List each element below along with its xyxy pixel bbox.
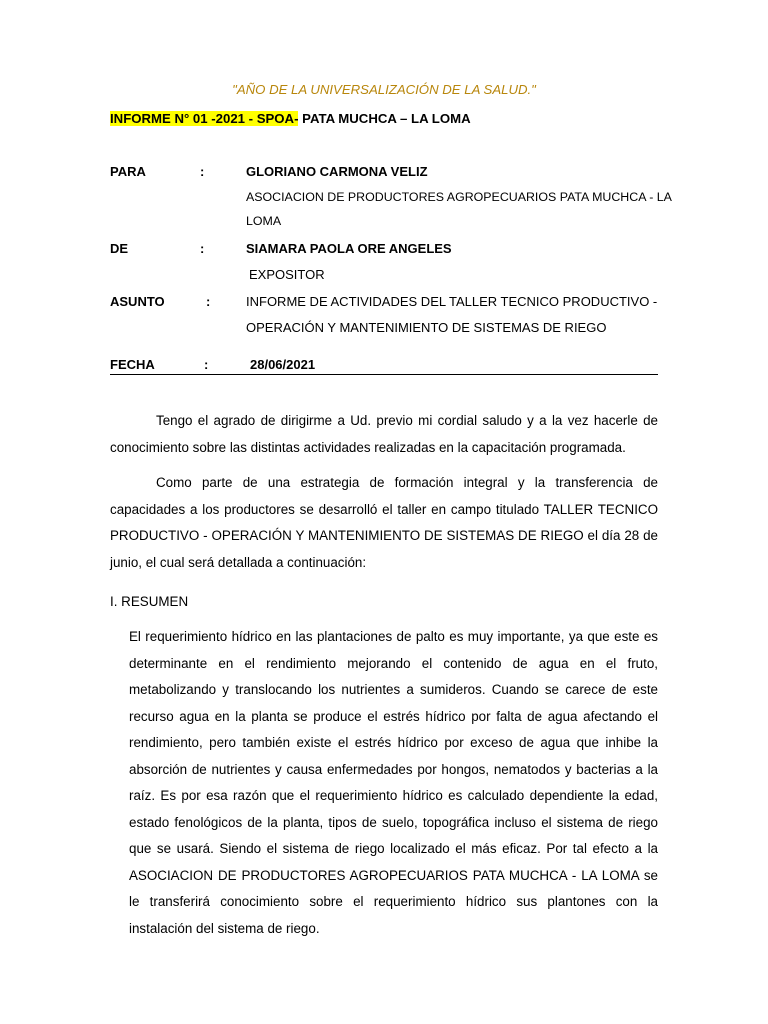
para-org-line1: ASOCIACION DE PRODUCTORES AGROPECUARIOS PATA MUCHCA - LA: [246, 190, 672, 204]
paragraph-intro-text: Como parte de una estrategia de formación integral y la transferencia de capacidades a los productores se desarrolló el taller en campo titulado TALLER TECNICO PRODUCTIVO - OPERACIÓN Y MANTENIMIENTO DE SISTEMAS DE RIEGO el día 28 de junio, el cual será detallada a continuación:: [110, 475, 658, 570]
de-label: DE: [110, 241, 129, 256]
de-colon: :: [200, 241, 205, 256]
paragraph-greeting: [110, 408, 658, 461]
year-motto: "AÑO DE LA UNIVERSALIZACIÓN DE LA SALUD.": [232, 82, 536, 97]
fecha-value: 28/06/2021: [250, 357, 316, 372]
section-heading-resumen: I. RESUMEN: [110, 594, 189, 609]
report-title-rest: PATA MUCHCA – LA LOMA: [298, 111, 471, 126]
fecha-colon: :: [204, 357, 209, 372]
de-role: EXPOSITOR: [249, 267, 325, 282]
paragraph-greeting-text: Tengo el agrado de dirigirme a Ud. previo mi cordial saludo y a la vez hacerle de conocimiento sobre las distintas actividades realizadas en la capacitación programada.: [110, 413, 658, 455]
fecha-label: FECHA: [110, 357, 155, 372]
para-name: GLORIANO CARMONA VELIZ: [246, 164, 428, 179]
asunto-line2: OPERACIÓN Y MANTENIMIENTO DE SISTEMAS DE RIEGO: [246, 320, 607, 335]
header-divider: [110, 374, 658, 375]
paragraph-resumen: [129, 624, 658, 942]
report-number-highlight: INFORME N° 01 -2021 - SPOA-: [110, 111, 299, 126]
paragraph-intro: [110, 470, 658, 576]
para-colon: :: [200, 164, 205, 179]
asunto-label: ASUNTO: [110, 294, 165, 309]
paragraph-resumen-text: El requerimiento hídrico en las plantaciones de palto es muy importante, ya que este es determinante en el rendimiento mejorando el contenido de agua en el fruto, metabolizando y translocando los nutrientes a sumideros. Cuando se carece de este recurso agua en la planta se produce el estrés hídrico por falta de agua afectando el rendimiento, pero también existe el estrés hídrico por exceso de agua que inhibe la absorción de nutrientes y causa enfermedades por hongos, nematodos y bacterias a la raíz. Es por esa razón que el requerimiento hídrico es calculado dependiente la edad, estado fenológicos de la planta, tipos de suelo, topográfica incluso el sistema de riego que se usará. Siendo el sistema de riego localizado el más eficaz. Por tal efecto a la ASOCIACION DE PRODUCTORES AGROPECUARIOS PATA MUCHCA - LA LOMA se le transferirá conocimiento sobre el requerimiento hídrico sus plantones con la instalación del sistema de riego.: [129, 629, 658, 936]
de-name: SIAMARA PAOLA ORE ANGELES: [246, 241, 452, 256]
report-title: [110, 111, 471, 126]
para-label: PARA: [110, 164, 146, 179]
asunto-colon: :: [206, 294, 211, 309]
asunto-line1: INFORME DE ACTIVIDADES DEL TALLER TECNICO PRODUCTIVO -: [246, 294, 658, 309]
para-org-line2: LOMA: [246, 214, 282, 228]
